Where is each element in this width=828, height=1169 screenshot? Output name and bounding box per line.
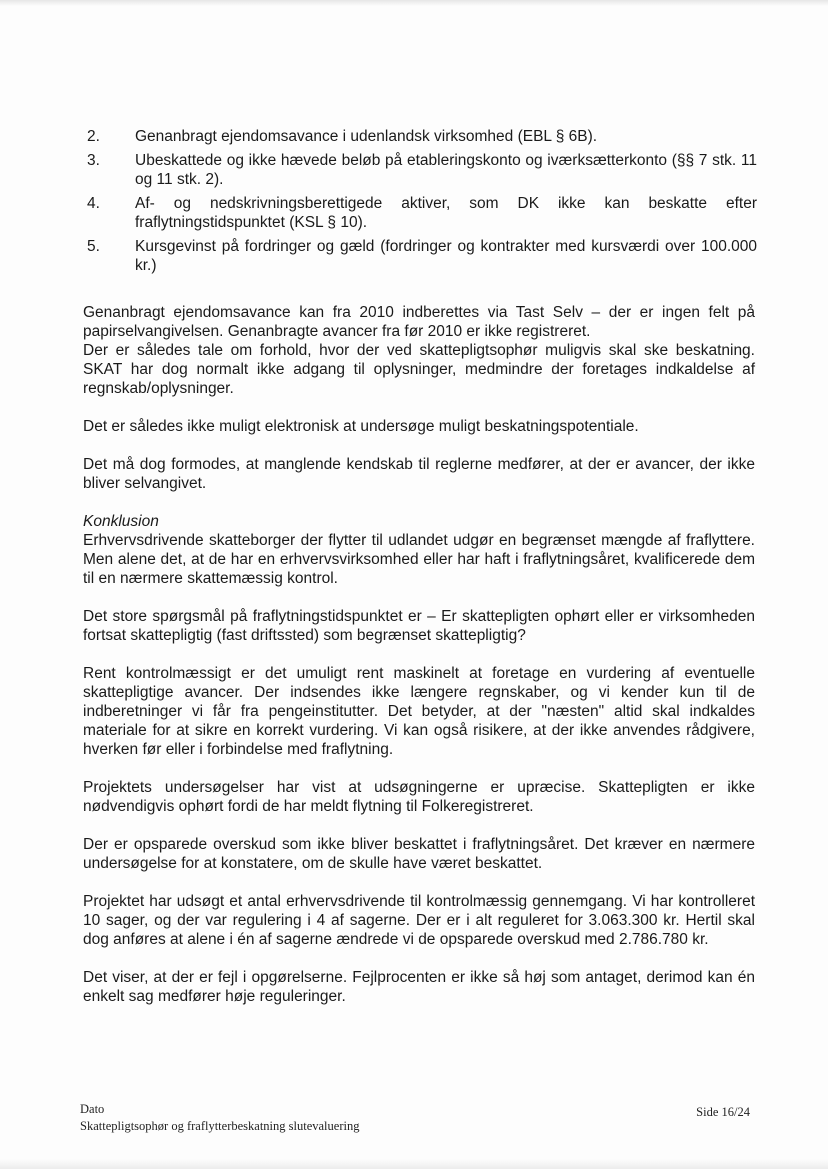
footer-date-label: Dato xyxy=(80,1102,105,1116)
list-item xyxy=(87,237,757,275)
list-item-text: Af- og nedskrivningsberettigede aktiver, som DK ikke kan beskatte efter fraflytningstidspunktet (KSL § 10). xyxy=(135,195,757,231)
scan-edge-top xyxy=(0,0,828,6)
footer-document-title: Skattepligtsophør og fraflytterbeskatning slutevaluering xyxy=(80,1119,360,1133)
paragraph: Erhvervsdrivende skatteborger der flytter til udlandet udgør en begrænset mængde af fraflyttere. Men alene det, at de har en erhvervsvirksomhed eller har haft i fraflytningsåret, kvalificerede dem til en nærmere skattemæssig kontrol. xyxy=(83,532,755,587)
paragraph: Det må dog formodes, at manglende kendskab til reglerne medfører, at der er avancer, der ikke bliver selvangivet. xyxy=(83,456,755,492)
paragraph: Det store spørgsmål på fraflytningstidspunktet er – Er skattepligten ophørt eller er virksomheden fortsat skattepligtig (fast driftssted) som begrænset skattepligtig? xyxy=(83,608,755,644)
paragraph: Der er således tale om forhold, hvor der ved skattepligtsophør muligvis skal ske beskatning. SKAT har dog normalt ikke adgang til oplysninger, medmindre der foretages indkaldelse af regnskab/oplysninger. xyxy=(83,342,755,397)
page-number: Side 16/24 xyxy=(696,1105,750,1119)
page-footer xyxy=(80,1101,750,1135)
paragraph: Rent kontrolmæssigt er det umuligt rent maskinelt at foretage en vurdering af eventuelle skattepligtige avancer. Der indsendes ikke længere regnskaber, og vi kender kun til de indberetninger vi får fra pengeinstitutter. Det betyder, at der "næsten" altid skal indkaldes materiale for at sikre en korrekt vurdering. Vi kan også risikere, at der ikke anvendes rådgivere, hverken før eller i forbindelse med fraflytning. xyxy=(83,665,755,758)
paragraph: Det er således ikke muligt elektronisk at undersøge muligt beskatningspotentiale. xyxy=(83,418,639,435)
list-item-number: 3. xyxy=(87,152,100,169)
section-heading: Konklusion xyxy=(83,513,159,530)
paragraph: Genanbragt ejendomsavance kan fra 2010 indberettes via Tast Selv – der er ingen felt på papirselvangivelsen. Genanbragte avancer fra før 2010 er ikke registreret. xyxy=(83,304,755,340)
body-text xyxy=(83,303,755,1025)
paragraph: Projektet har udsøgt et antal erhvervsdrivende til kontrolmæssig gennemgang. Vi har kontrolleret 10 sager, og der var regulering i 4 af sagerne. Der er i alt reguleret for 3.063.300 kr. Hertil skal dog anføres at alene i én af sagerne ændrede vi de opsparede overskud med 2.786.780 kr. xyxy=(83,893,755,948)
numbered-list xyxy=(87,127,757,280)
list-item xyxy=(87,127,757,146)
list-item xyxy=(87,194,757,232)
list-item-number: 4. xyxy=(87,195,100,212)
list-item-number: 5. xyxy=(87,238,100,255)
paragraph: Projektets undersøgelser har vist at udsøgningerne er upræcise. Skattepligten er ikke nødvendigvis ophørt fordi de har meldt flytning til Folkeregistreret. xyxy=(83,779,755,815)
list-item xyxy=(87,151,757,189)
scan-edge-bottom xyxy=(0,1159,828,1169)
list-item-number: 2. xyxy=(87,128,100,145)
paragraph: Der er opsparede overskud som ikke bliver beskattet i fraflytningsåret. Det kræver en nærmere undersøgelse for at konstatere, om de skulle have været beskattet. xyxy=(83,836,755,872)
list-item-text: Kursgevinst på fordringer og gæld (fordringer og kontrakter med kursværdi over 100.000 kr.) xyxy=(135,238,757,274)
paragraph: Det viser, at der er fejl i opgørelserne. Fejlprocenten er ikke så høj som antaget, derimod kan én enkelt sag medfører høje reguleringer. xyxy=(83,969,755,1005)
list-item-text: Ubeskattede og ikke hævede beløb på etableringskonto og iværksætterkonto (§§ 7 stk. 11 og 11 stk. 2). xyxy=(135,152,757,188)
list-item-text: Genanbragt ejendomsavance i udenlandsk virksomhed (EBL § 6B). xyxy=(135,128,598,145)
